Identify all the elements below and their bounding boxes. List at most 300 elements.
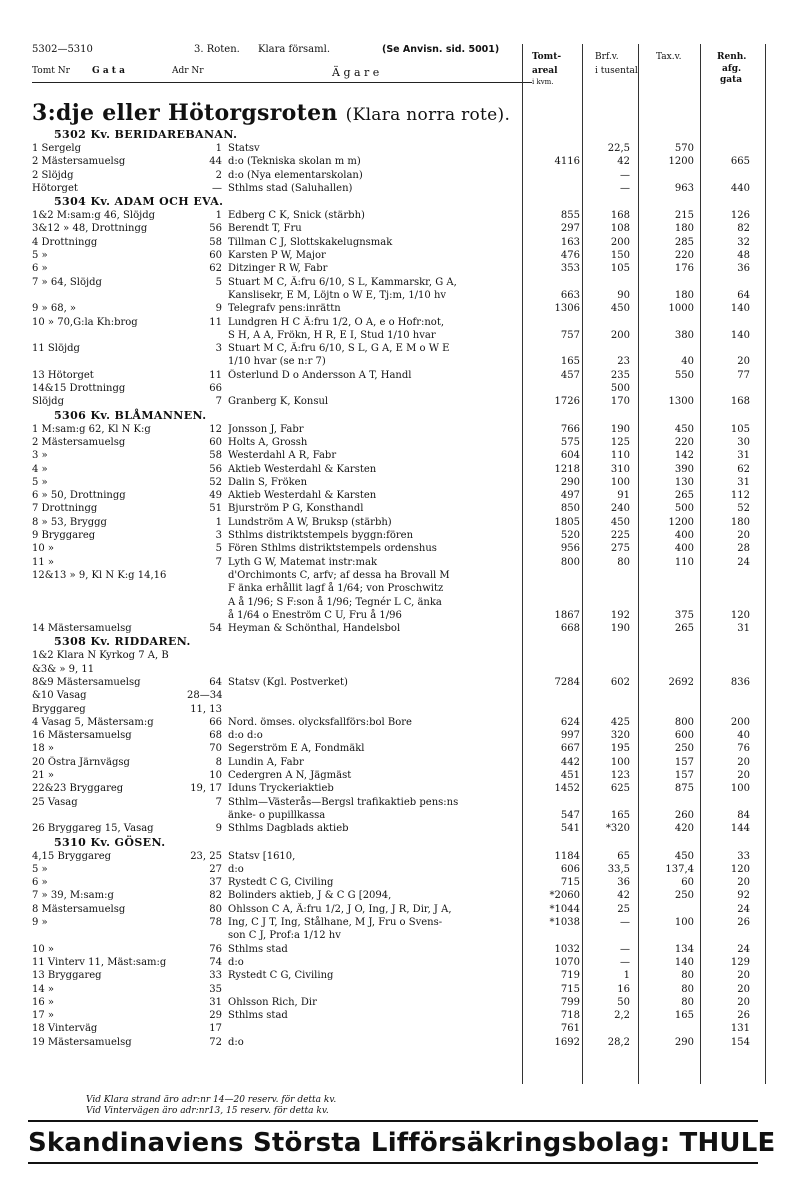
area-cell: 1032: [554, 943, 580, 955]
area-cell: *2060: [549, 890, 580, 902]
address-number-cell: 1: [215, 210, 222, 222]
brf-value-cell: 90: [617, 289, 630, 301]
area-cell: 457: [560, 369, 580, 381]
address-number-cell: 64: [209, 676, 222, 688]
address-number-cell: 19, 17: [190, 783, 222, 795]
tax-value-cell: 265: [674, 490, 694, 502]
tax-value-cell: 390: [674, 463, 694, 475]
address-cell: 25 Vasag: [32, 796, 78, 808]
footnote-1: Vid Klara strand äro adr:nr 14—20 reserv. för detta kv.: [86, 1095, 337, 1105]
property-row: [32, 302, 772, 315]
property-row: [32, 969, 772, 982]
address-cell: 26 Bryggareg 15, Vasag: [32, 823, 154, 835]
column-headers: [32, 52, 772, 96]
renh-cell: 40: [737, 730, 750, 742]
owner-cell: Telegrafv pens:inrättn: [228, 303, 341, 315]
area-cell: 715: [560, 877, 580, 889]
area-cell: 718: [560, 1010, 580, 1022]
area-cell: 800: [560, 556, 580, 568]
renh-cell: 31: [737, 623, 750, 635]
address-cell: 14 Mästersamuelsg: [32, 623, 132, 635]
property-row: [32, 956, 772, 969]
brf-value-cell: 1: [623, 970, 630, 982]
owner-cell: Granberg K, Konsul: [228, 396, 329, 408]
owner-cell: Dalin S, Fröken: [228, 476, 308, 488]
property-row: [32, 395, 772, 408]
tax-value-cell: 215: [674, 210, 694, 222]
owner-cell: Ohlsson Rich, Dir: [228, 996, 317, 1008]
property-row: [32, 676, 772, 689]
brf-value-cell: 91: [617, 490, 630, 502]
address-cell: 4,15 Bryggareg: [32, 850, 112, 862]
renh-cell: 105: [730, 423, 750, 435]
renh-cell: 31: [737, 476, 750, 488]
address-number-cell: 58: [209, 450, 222, 462]
property-row: [32, 556, 772, 569]
tax-value-cell: 550: [674, 369, 694, 381]
address-cell: 9 » 68, »: [32, 303, 77, 315]
address-number-cell: 2: [215, 169, 222, 181]
area-cell: 956: [560, 543, 580, 555]
address-cell: 3 »: [32, 450, 48, 462]
area-cell: 668: [560, 623, 580, 635]
brf-value-cell: 168: [610, 210, 630, 222]
renh-cell: 154: [730, 1036, 750, 1048]
address-number-cell: 72: [209, 1036, 222, 1048]
area-cell: 165: [560, 356, 580, 368]
tax-value-cell: 963: [674, 182, 694, 194]
property-row: [32, 622, 772, 635]
address-number-cell: 10: [209, 770, 222, 782]
owner-cell: Ing, C J T, Ing, Stålhane, M J, Fru o Svens-: [228, 917, 443, 929]
property-row: [32, 516, 772, 529]
owner-cell: S H, A A, Frökn, H R, E I, Stud 1/10 hvar: [228, 329, 436, 341]
brf-value-cell: 16: [617, 983, 630, 995]
brf-value-cell: 200: [610, 236, 630, 248]
block-title-text: 5308 Kv. RIDDAREN.: [54, 635, 191, 649]
brf-value-cell: 125: [610, 436, 630, 448]
renh-cell: 24: [737, 556, 750, 568]
address-cell: 6 »: [32, 877, 48, 889]
area-cell: *1038: [549, 917, 580, 929]
owner-cell: Holts A, Grossh: [228, 436, 308, 448]
renh-cell: 20: [737, 356, 750, 368]
tax-value-cell: 450: [674, 850, 694, 862]
renh-cell: 112: [730, 490, 750, 502]
brf-value-cell: 200: [610, 329, 630, 341]
address-number-cell: 7: [215, 396, 222, 408]
renh-cell: 24: [737, 943, 750, 955]
renh-cell: 140: [730, 329, 750, 341]
tax-value-cell: 40: [681, 356, 694, 368]
area-cell: *1044: [549, 903, 580, 915]
tax-value-cell: 1200: [668, 516, 694, 528]
renh-cell: 84: [737, 809, 750, 821]
owner-cell: Jonsson J, Fabr: [228, 423, 304, 435]
address-number-cell: 78: [209, 917, 222, 929]
brf-value-cell: 42: [617, 156, 630, 168]
address-number-cell: 27: [209, 863, 222, 875]
address-number-cell: 58: [209, 236, 222, 248]
property-row: [32, 1022, 772, 1035]
owner-cell: d:o d:o: [228, 730, 263, 742]
address-cell: 11 »: [32, 556, 55, 568]
tax-value-cell: 142: [674, 450, 694, 462]
tax-value-cell: 570: [674, 143, 694, 154]
tax-value-cell: 2692: [668, 676, 694, 688]
address-cell: 5 »: [32, 863, 48, 875]
owner-cell: Rystedt C G, Civiling: [228, 970, 334, 982]
area-cell: 497: [560, 490, 580, 502]
owner-cell: Lundström A W, Bruksp (stärbh): [228, 516, 392, 528]
brf-value-cell: 42: [617, 890, 630, 902]
property-row: [32, 663, 772, 676]
address-number-cell: 9: [215, 303, 222, 315]
address-number-cell: 12: [209, 423, 222, 435]
address-cell: 7 » 64, Slöjdg: [32, 276, 102, 288]
tax-value-cell: 260: [674, 809, 694, 821]
brf-value-cell: 225: [610, 530, 630, 542]
area-cell: 297: [560, 223, 580, 235]
address-number-cell: 7: [215, 556, 222, 568]
address-cell: 6 » 50, Drottningg: [32, 490, 126, 502]
owner-cell: d:o: [228, 956, 244, 968]
property-row: [32, 983, 772, 996]
owner-cell: Tillman C J, Slottskakelugnsmak: [228, 236, 393, 248]
brf-value-cell: —: [620, 169, 630, 181]
property-row: [32, 809, 772, 822]
block-title: [32, 195, 772, 209]
area-cell: 1184: [554, 850, 580, 862]
header-rule: [32, 82, 532, 83]
area-cell: 451: [560, 770, 580, 782]
property-row: [32, 436, 772, 449]
renh-cell: 26: [737, 917, 750, 929]
address-cell: 17 »: [32, 1010, 55, 1022]
property-row: [32, 742, 772, 755]
address-cell: 19 Mästersamuelsg: [32, 1036, 132, 1048]
tax-value-cell: 176: [674, 263, 694, 275]
property-row: [32, 796, 772, 809]
renh-cell: 120: [730, 609, 750, 621]
property-row: [32, 382, 772, 395]
area-cell: 520: [560, 530, 580, 542]
tax-value-cell: 1200: [668, 156, 694, 168]
address-number-cell: 68: [209, 730, 222, 742]
address-cell: 10 »: [32, 943, 55, 955]
property-row: [32, 182, 772, 195]
address-number-cell: 7: [215, 796, 222, 808]
renh-cell: 200: [730, 716, 750, 728]
address-cell: Hötorget: [32, 182, 78, 194]
owner-cell: d:o: [228, 863, 244, 875]
tax-value-cell: 134: [674, 943, 694, 955]
address-number-cell: 70: [209, 743, 222, 755]
owner-cell: Westerdahl A R, Fabr: [228, 450, 337, 462]
col-adrnr: Adr Nr: [172, 66, 204, 76]
renh-cell: 20: [737, 970, 750, 982]
tax-value-cell: 1000: [668, 303, 694, 315]
tax-value-cell: 157: [674, 756, 694, 768]
address-cell: 8 » 53, Bryggg: [32, 516, 107, 528]
brf-value-cell: 235: [610, 369, 630, 381]
area-cell: 1805: [554, 516, 580, 528]
area-cell: 604: [560, 450, 580, 462]
owner-cell: Fören Sthlms distriktstempels ordenshus: [228, 543, 437, 555]
renh-cell: 836: [730, 676, 750, 688]
area-cell: 667: [560, 743, 580, 755]
advert-banner: Skandinaviens Största Lifförsäkringsbolag: THULE: [28, 1128, 776, 1158]
address-number-cell: 3: [215, 530, 222, 542]
property-row: [32, 369, 772, 382]
tax-value-cell: 290: [674, 1036, 694, 1048]
address-number-cell: 33: [209, 970, 222, 982]
owner-cell: Aktieb Westerdahl & Karsten: [228, 463, 377, 475]
address-cell: 10 » 70,G:la Kh:brog: [32, 316, 138, 328]
area-cell: 290: [560, 476, 580, 488]
tax-value-cell: 265: [674, 623, 694, 635]
owner-cell: F änka erhållit lagf å 1/64; von Proschwitz: [228, 583, 444, 595]
owner-cell: Sthlms stad: [228, 1010, 288, 1022]
renh-cell: 62: [737, 463, 750, 475]
address-cell: 13 Bryggareg: [32, 970, 102, 982]
tax-value-cell: 180: [674, 289, 694, 301]
area-cell: 541: [560, 823, 580, 835]
owner-cell: Bolinders aktieb, J & C G [2094,: [228, 890, 392, 902]
tax-value-cell: 400: [674, 530, 694, 542]
area-cell: 353: [560, 263, 580, 275]
property-row: [32, 489, 772, 502]
address-number-cell: 52: [209, 476, 222, 488]
tax-value-cell: 250: [674, 890, 694, 902]
address-cell: 4 »: [32, 463, 48, 475]
tax-value-cell: 500: [674, 503, 694, 515]
address-cell: 18 Vinterväg: [32, 1023, 98, 1035]
address-cell: 18 »: [32, 743, 55, 755]
area-cell: 624: [560, 716, 580, 728]
property-row: [32, 863, 772, 876]
address-number-cell: 56: [209, 463, 222, 475]
renh-cell: 82: [737, 223, 750, 235]
address-number-cell: 54: [209, 623, 222, 635]
renh-cell: 20: [737, 983, 750, 995]
property-row: [32, 463, 772, 476]
owner-cell: Heyman & Schönthal, Handelsbol: [228, 623, 401, 635]
footnotes: [86, 1095, 336, 1117]
area-cell: 442: [560, 756, 580, 768]
owner-cell: Österlund D o Andersson A T, Handl: [228, 369, 412, 381]
tax-value-cell: 220: [674, 250, 694, 262]
owner-cell: Statsv (Kgl. Postverket): [228, 676, 348, 688]
brf-value-cell: 192: [610, 609, 630, 621]
tax-value-cell: 80: [681, 983, 694, 995]
brf-value-cell: 275: [610, 543, 630, 555]
address-number-cell: 80: [209, 903, 222, 915]
tax-value-cell: 140: [674, 956, 694, 968]
brf-value-cell: 310: [610, 463, 630, 475]
address-cell: 8&9 Mästersamuelsg: [32, 676, 141, 688]
address-number-cell: 5: [215, 276, 222, 288]
address-number-cell: 49: [209, 490, 222, 502]
property-row: [32, 276, 772, 289]
owner-cell: Sthlms distriktstempels byggn:fören: [228, 530, 414, 542]
tax-value-cell: 80: [681, 970, 694, 982]
property-row: [32, 1009, 772, 1022]
address-cell: Slöjdg: [32, 396, 64, 408]
property-row: [32, 716, 772, 729]
tax-value-cell: 375: [674, 609, 694, 621]
block-title-text: 5310 Kv. GÖSEN.: [54, 835, 166, 849]
address-number-cell: —: [212, 182, 222, 194]
owner-cell: A å 1/96; S F:son å 1/96; Tegnér L C, änka: [228, 596, 442, 608]
brf-value-cell: 36: [617, 877, 630, 889]
owner-cell: Karsten P W, Major: [228, 250, 326, 262]
footnote-2: Vid Vintervägen äro adr:nr13, 15 reserv. för detta kv.: [86, 1106, 329, 1116]
tax-value-cell: 130: [674, 476, 694, 488]
address-cell: 10 »: [32, 543, 55, 555]
address-cell: 21 »: [32, 770, 55, 782]
area-cell: 547: [560, 809, 580, 821]
brf-value-cell: 190: [610, 423, 630, 435]
owner-cell: 1/10 hvar (se n:r 7): [228, 356, 326, 368]
anvisning-ref: (Se Anvisn. sid. 5001): [382, 44, 500, 55]
section-title: [32, 100, 510, 126]
brf-value-cell: 190: [610, 623, 630, 635]
address-number-cell: 8: [215, 756, 222, 768]
address-cell: 2 Slöjdg: [32, 169, 74, 181]
tax-value-cell: 100: [674, 917, 694, 929]
banner-rule-bottom: [28, 1162, 758, 1164]
tax-value-cell: 110: [674, 556, 694, 568]
owner-cell: d'Orchimonts C, arfv; af dessa ha Brovall M: [228, 569, 450, 581]
address-number-cell: 60: [209, 436, 222, 448]
address-cell: 3&12 » 48, Drottningg: [32, 223, 148, 235]
area-cell: 1692: [554, 1036, 580, 1048]
tax-value-cell: 420: [674, 823, 694, 835]
block-title: [32, 836, 772, 850]
tax-value-cell: 250: [674, 743, 694, 755]
area-cell: 1452: [554, 783, 580, 795]
col-area-2: areal: [532, 66, 558, 76]
address-cell: 4 Drottningg: [32, 236, 98, 248]
address-cell: 5 »: [32, 250, 48, 262]
brf-value-cell: —: [620, 943, 630, 955]
owner-cell: Sthlms Dagblads aktieb: [228, 823, 349, 835]
area-cell: 476: [560, 250, 580, 262]
brf-value-cell: 2,2: [614, 1010, 630, 1022]
owner-cell: Cedergren A N, Jägmäst: [228, 770, 352, 782]
area-cell: 757: [560, 329, 580, 341]
tax-value-cell: 450: [674, 423, 694, 435]
brf-value-cell: 25: [617, 903, 630, 915]
property-row: [32, 769, 772, 782]
area-cell: 575: [560, 436, 580, 448]
area-cell: 715: [560, 983, 580, 995]
address-cell: 1 M:sam:g 62, Kl N K:g: [32, 423, 151, 435]
owner-cell: son C J, Prof:a 1/12 hv: [228, 930, 341, 942]
address-cell: 14&15 Drottningg: [32, 383, 126, 395]
address-number-cell: 1: [215, 143, 222, 154]
tax-value-cell: 800: [674, 716, 694, 728]
property-row: [32, 782, 772, 795]
owner-cell: Iduns Tryckeriaktieb: [228, 783, 334, 795]
brf-value-cell: 625: [610, 783, 630, 795]
property-row: [32, 262, 772, 275]
owner-cell: Berendt T, Fru: [228, 223, 302, 235]
address-number-cell: 28—34: [187, 690, 222, 702]
section-title-main: 3:dje eller Hötorgsroten: [32, 100, 338, 126]
address-cell: 1&2 Klara N Kyrkog 7 A, B: [32, 650, 169, 662]
brf-value-cell: 65: [617, 850, 630, 862]
address-number-cell: 56: [209, 223, 222, 235]
area-cell: 606: [560, 863, 580, 875]
renh-cell: 36: [737, 263, 750, 275]
owner-cell: Sthlm—Västerås—Bergsl trafikaktieb pens:ns: [228, 796, 459, 808]
owner-cell: Statsv: [228, 143, 260, 154]
address-number-cell: 11: [209, 316, 222, 328]
owner-cell: Statsv [1610,: [228, 850, 296, 862]
address-number-cell: 66: [209, 383, 222, 395]
brf-value-cell: 450: [610, 303, 630, 315]
property-row: [32, 689, 772, 702]
col-area-3: i kvm.: [532, 78, 554, 86]
property-row: [32, 249, 772, 262]
tax-value-cell: 600: [674, 730, 694, 742]
brf-value-cell: 320: [610, 730, 630, 742]
address-number-cell: 82: [209, 890, 222, 902]
area-cell: 799: [560, 996, 580, 1008]
col-brf: Brf.v.: [595, 52, 619, 62]
owner-cell: Kanslisekr, E M, Löjtn o W E, Tj:m, 1/10 hv: [228, 289, 447, 301]
property-row: [32, 236, 772, 249]
address-cell: 11 Vinterv 11, Mäst:sam:g: [32, 956, 167, 968]
property-row: [32, 996, 772, 1009]
address-number-cell: 51: [209, 503, 222, 515]
property-row: [32, 929, 772, 942]
block-title-text: 5302 Kv. BERIDAREBANAN.: [54, 128, 238, 141]
page-range: 5302—5310: [32, 44, 93, 55]
address-cell: 12&13 » 9, Kl N K:g 14,16: [32, 569, 167, 581]
renh-cell: 24: [737, 903, 750, 915]
owner-cell: Edberg C K, Snick (stärbh): [228, 210, 365, 222]
tax-value-cell: 157: [674, 770, 694, 782]
address-number-cell: 76: [209, 943, 222, 955]
area-cell: 663: [560, 289, 580, 301]
address-number-cell: 74: [209, 956, 222, 968]
banner-rule-top: [28, 1120, 758, 1122]
renh-cell: 48: [737, 250, 750, 262]
area-cell: 1306: [554, 303, 580, 315]
address-cell: 5 »: [32, 476, 48, 488]
area-cell: 7284: [554, 676, 580, 688]
col-tax: Tax.v.: [656, 52, 682, 62]
tax-value-cell: 220: [674, 436, 694, 448]
property-row: [32, 476, 772, 489]
area-cell: 761: [560, 1023, 580, 1035]
brf-value-cell: 22,5: [607, 143, 630, 154]
area-cell: 719: [560, 970, 580, 982]
address-number-cell: 5: [215, 543, 222, 555]
brf-value-cell: 123: [610, 770, 630, 782]
address-number-cell: 31: [209, 996, 222, 1008]
brf-value-cell: 108: [610, 223, 630, 235]
renh-cell: 92: [737, 890, 750, 902]
address-cell: 14 »: [32, 983, 55, 995]
area-cell: 4116: [554, 156, 580, 168]
property-row: [32, 423, 772, 436]
brf-value-cell: 110: [610, 450, 630, 462]
renh-cell: 144: [730, 823, 750, 835]
